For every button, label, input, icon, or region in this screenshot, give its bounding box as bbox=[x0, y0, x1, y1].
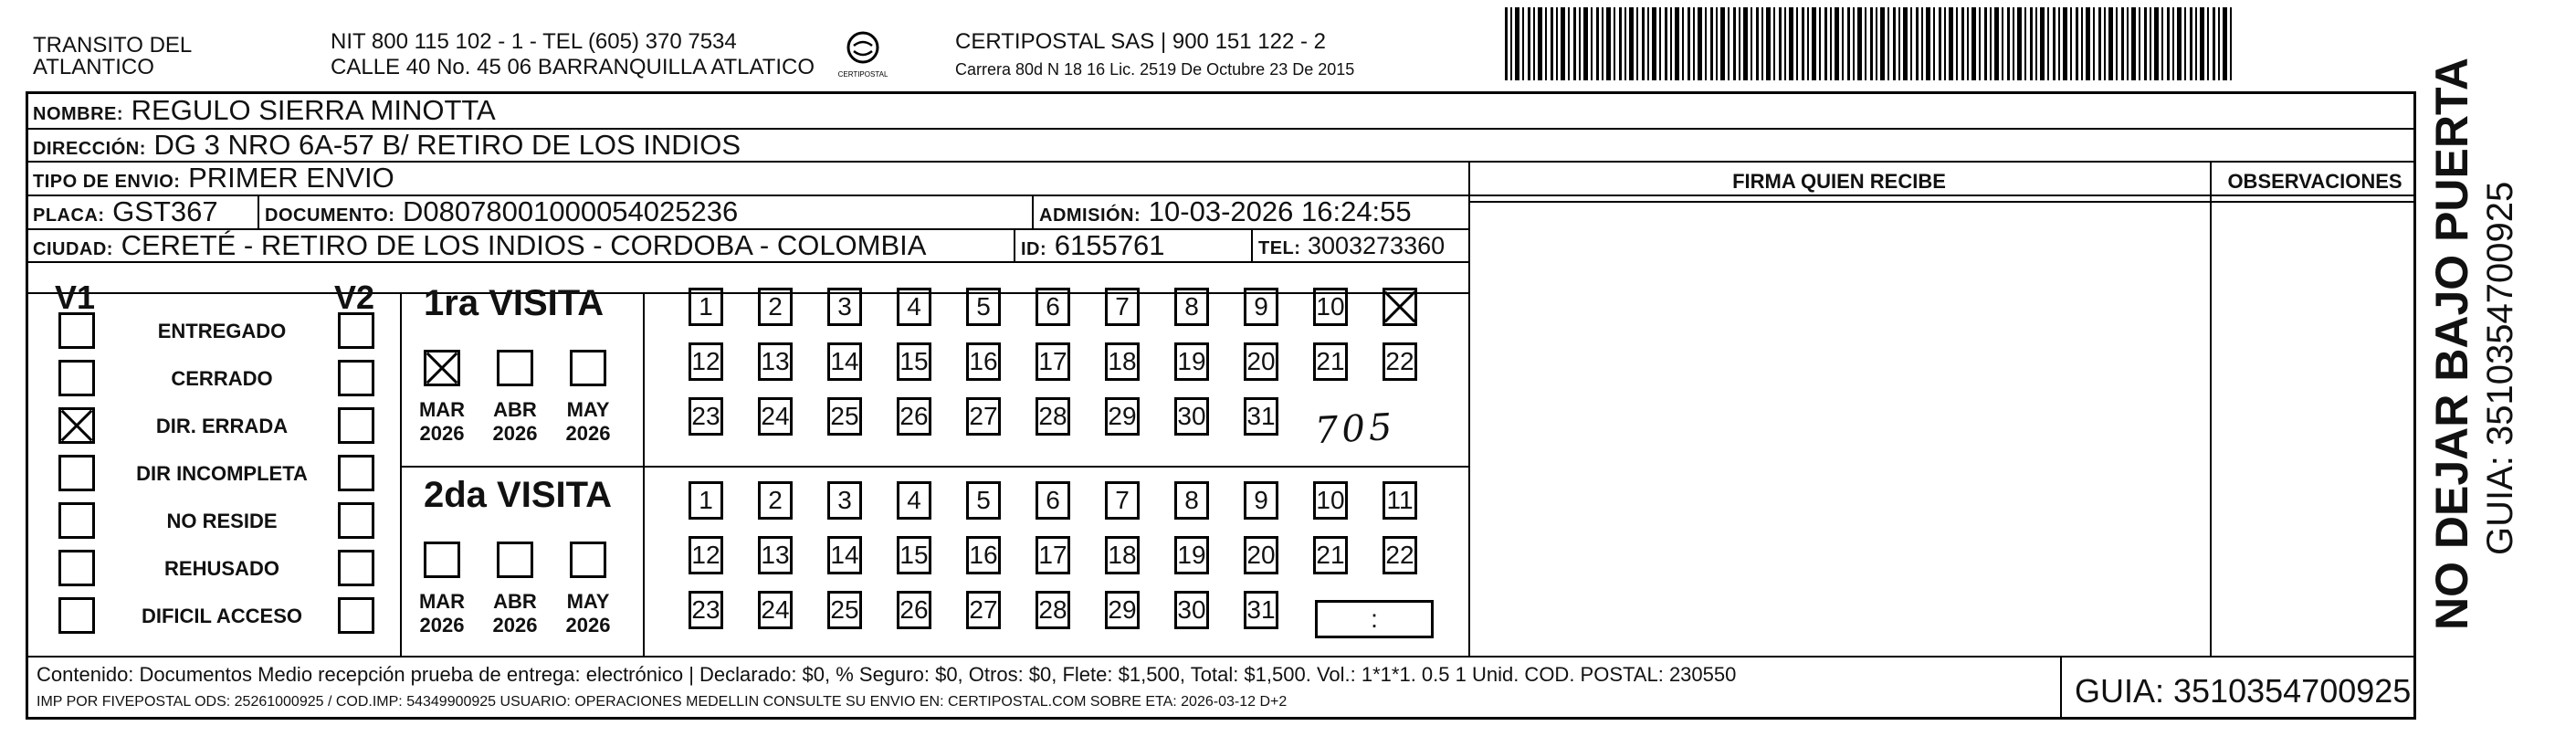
company-name: TRANSITO DEL ATLANTICO bbox=[33, 33, 193, 79]
status-label-6: DIFICIL ACCESO bbox=[141, 605, 302, 627]
documento-field bbox=[265, 196, 738, 231]
visit2-day-27[interactable]: 27 bbox=[966, 591, 1001, 629]
visit2-month-checkbox-1[interactable] bbox=[497, 542, 533, 578]
observaciones-header: OBSERVACIONES bbox=[2227, 170, 2403, 193]
visit1-month-label-1: ABR 2026 bbox=[492, 398, 538, 445]
visit1-day-10[interactable]: 10 bbox=[1313, 288, 1348, 326]
v2-header: V2 bbox=[334, 279, 375, 316]
visit2-day-21[interactable]: 21 bbox=[1313, 536, 1348, 574]
visit2-day-10[interactable]: 10 bbox=[1313, 481, 1348, 520]
visit2-day-7[interactable]: 7 bbox=[1105, 481, 1140, 520]
ciudad-label: CIUDAD: bbox=[33, 239, 113, 259]
visit1-month-checkbox-0[interactable] bbox=[424, 350, 460, 386]
documento-value: D08078001000054025236 bbox=[403, 195, 739, 227]
visit2-day-29[interactable]: 29 bbox=[1105, 591, 1140, 629]
visit1-month-checkbox-1[interactable] bbox=[497, 350, 533, 386]
placa-value: GST367 bbox=[112, 195, 218, 227]
admision-label: ADMISIÓN: bbox=[1039, 205, 1141, 226]
visit2-day-17[interactable]: 17 bbox=[1036, 536, 1070, 574]
visit1-day-6[interactable]: 6 bbox=[1036, 288, 1070, 326]
visit2-month-label-1: ABR 2026 bbox=[492, 590, 538, 637]
tipo-envio-value: PRIMER ENVIO bbox=[188, 162, 394, 194]
visit1-day-5[interactable]: 5 bbox=[966, 288, 1001, 326]
direccion-label: DIRECCIÓN: bbox=[33, 139, 146, 159]
visit1-day-1[interactable]: 1 bbox=[689, 288, 723, 326]
v2-checkbox-6[interactable] bbox=[338, 597, 374, 634]
visit1-day-8[interactable]: 8 bbox=[1174, 288, 1209, 326]
tel-value: 3003273360 bbox=[1307, 232, 1446, 259]
visit2-month-label-2: MAY 2026 bbox=[565, 590, 611, 637]
placa-field bbox=[33, 196, 218, 231]
visit2-month-label-0: MAR 2026 bbox=[418, 590, 466, 637]
visit2-day-3[interactable]: 3 bbox=[827, 481, 862, 520]
visit1-day-15[interactable]: 15 bbox=[897, 342, 931, 381]
visit2-day-24[interactable]: 24 bbox=[758, 591, 793, 629]
visit1-day-20[interactable]: 20 bbox=[1244, 342, 1278, 381]
ciudad-field bbox=[33, 230, 926, 265]
company-address: CALLE 40 No. 45 06 BARRANQUILLA ATLATICO bbox=[331, 55, 815, 79]
barcode bbox=[1505, 7, 2235, 80]
visit1-day-4[interactable]: 4 bbox=[897, 288, 931, 326]
visit2-time-placeholder: : bbox=[1371, 605, 1378, 633]
visit1-day-27[interactable]: 27 bbox=[966, 397, 1001, 436]
v1-checkbox-2[interactable] bbox=[58, 407, 95, 444]
v1-checkbox-3[interactable] bbox=[58, 455, 95, 491]
visit1-day-12[interactable]: 12 bbox=[689, 342, 723, 381]
documento-label: DOCUMENTO: bbox=[265, 205, 395, 226]
ciudad-value: CERETÉ - RETIRO DE LOS INDIOS - CORDOBA - COLOMBIA bbox=[121, 229, 927, 261]
status-label-4: NO RESIDE bbox=[166, 510, 278, 532]
visit2-day-25[interactable]: 25 bbox=[827, 591, 862, 629]
tel-label: TEL: bbox=[1258, 238, 1301, 258]
v2-checkbox-2[interactable] bbox=[338, 407, 374, 444]
visit1-day-16[interactable]: 16 bbox=[966, 342, 1001, 381]
visit1-day-28[interactable]: 28 bbox=[1036, 397, 1070, 436]
visit1-day-21[interactable]: 21 bbox=[1313, 342, 1348, 381]
id-value: 6155761 bbox=[1054, 229, 1165, 261]
footer-guia: GUIA: 3510354700925 bbox=[2075, 672, 2412, 710]
visit1-day-17[interactable]: 17 bbox=[1036, 342, 1070, 381]
v1-checkbox-4[interactable] bbox=[58, 502, 95, 539]
visit1-title: 1ra VISITA bbox=[424, 283, 605, 323]
direccion-value: DG 3 NRO 6A-57 B/ RETIRO DE LOS INDIOS bbox=[153, 129, 741, 161]
side-guia: GUIA: 3510354700925 bbox=[2480, 181, 2520, 555]
status-label-0: ENTREGADO bbox=[157, 320, 287, 342]
visit1-day-14[interactable]: 14 bbox=[827, 342, 862, 381]
direccion-field bbox=[33, 130, 741, 164]
admision-field bbox=[1039, 196, 1412, 231]
status-label-5: REHUSADO bbox=[164, 557, 279, 580]
status-label-2: DIR. ERRADA bbox=[155, 415, 289, 437]
visit2-month-checkbox-2[interactable] bbox=[570, 542, 606, 578]
status-label-1: CERRADO bbox=[171, 367, 273, 390]
visit1-month-label-0: MAR 2026 bbox=[418, 398, 466, 445]
visit1-day-3[interactable]: 3 bbox=[827, 288, 862, 326]
carrier-name: CERTIPOSTAL SAS | 900 151 122 - 2 bbox=[955, 29, 1326, 54]
nombre-field bbox=[33, 95, 496, 130]
visit2-day-26[interactable]: 26 bbox=[897, 591, 931, 629]
v1-checkbox-6[interactable] bbox=[58, 597, 95, 634]
visit2-day-5[interactable]: 5 bbox=[966, 481, 1001, 520]
footer-contenido: Contenido: Documentos Medio recepción prueba de entrega: electrónico | Declarado: $0, % Seguro: $0, Otros: $0, Flete: $1,500, Total: $1,500. Vol.: 1*1*1. 0.5 1 Unid. COD. POSTAL: 230550 bbox=[37, 663, 1737, 686]
visit2-day-4[interactable]: 4 bbox=[897, 481, 931, 520]
visit1-day-2[interactable]: 2 bbox=[758, 288, 793, 326]
visit2-day-28[interactable]: 28 bbox=[1036, 591, 1070, 629]
visit2-day-6[interactable]: 6 bbox=[1036, 481, 1070, 520]
id-field bbox=[1021, 230, 1164, 265]
status-label-3: DIR INCOMPLETA bbox=[136, 462, 308, 485]
visit2-day-19[interactable]: 19 bbox=[1174, 536, 1209, 574]
v1-checkbox-1[interactable] bbox=[58, 360, 95, 396]
visit1-day-24[interactable]: 24 bbox=[758, 397, 793, 436]
footer-imp: IMP POR FIVEPOSTAL ODS: 25261000925 / COD.IMP: 54349900925 USUARIO: OPERACIONES MEDELLIN CONSULTE SU ENVIO EN: CERTIPOSTAL.COM SOBRE ETA: 2026-03-12 D+2 bbox=[37, 694, 1288, 710]
visit2-day-2[interactable]: 2 bbox=[758, 481, 793, 520]
visit2-day-18[interactable]: 18 bbox=[1105, 536, 1140, 574]
handwritten-note: 705 bbox=[1313, 405, 1397, 453]
visit1-day-31[interactable]: 31 bbox=[1244, 397, 1278, 436]
visit1-day-18[interactable]: 18 bbox=[1105, 342, 1140, 381]
visit1-day-22[interactable]: 22 bbox=[1383, 342, 1417, 381]
v1-checkbox-0[interactable] bbox=[58, 312, 95, 349]
v2-checkbox-4[interactable] bbox=[338, 502, 374, 539]
visit2-day-23[interactable]: 23 bbox=[689, 591, 723, 629]
admision-value: 10-03-2026 16:24:55 bbox=[1148, 195, 1412, 227]
visit2-day-22[interactable]: 22 bbox=[1383, 536, 1417, 574]
visit2-day-30[interactable]: 30 bbox=[1174, 591, 1209, 629]
visit1-day-9[interactable]: 9 bbox=[1244, 288, 1278, 326]
visit1-month-label-2: MAY 2026 bbox=[565, 398, 611, 445]
visit1-day-23[interactable]: 23 bbox=[689, 397, 723, 436]
firma-header: FIRMA QUIEN RECIBE bbox=[1732, 170, 1946, 193]
visit2-time-box[interactable] bbox=[1315, 600, 1434, 638]
id-label: ID: bbox=[1021, 239, 1047, 259]
visit2-day-16[interactable]: 16 bbox=[966, 536, 1001, 574]
visit1-day-25[interactable]: 25 bbox=[827, 397, 862, 436]
visit1-day-11[interactable] bbox=[1383, 288, 1417, 326]
visit2-day-12[interactable]: 12 bbox=[689, 536, 723, 574]
certipostal-logo bbox=[836, 27, 890, 82]
company-nit: NIT 800 115 102 - 1 - TEL (605) 370 7534 bbox=[331, 29, 737, 54]
v1-checkbox-5[interactable] bbox=[58, 550, 95, 586]
visit1-month-checkbox-2[interactable] bbox=[570, 350, 606, 386]
nombre-value: REGULO SIERRA MINOTTA bbox=[131, 94, 496, 126]
visit1-day-30[interactable]: 30 bbox=[1174, 397, 1209, 436]
tipo-envio-label: TIPO DE ENVIO: bbox=[33, 172, 181, 192]
visit2-day-20[interactable]: 20 bbox=[1244, 536, 1278, 574]
visit1-day-26[interactable]: 26 bbox=[897, 397, 931, 436]
carrier-license: Carrera 80d N 18 16 Lic. 2519 De Octubre 23 De 2015 bbox=[955, 60, 1355, 79]
visit2-day-14[interactable]: 14 bbox=[827, 536, 862, 574]
visit2-day-9[interactable]: 9 bbox=[1244, 481, 1278, 520]
visit2-month-checkbox-0[interactable] bbox=[424, 542, 460, 578]
visit1-day-29[interactable]: 29 bbox=[1105, 397, 1140, 436]
tipo-envio-field bbox=[33, 163, 394, 197]
placa-label: PLACA: bbox=[33, 205, 105, 226]
visit1-day-13[interactable]: 13 bbox=[758, 342, 793, 381]
visit2-title: 2da VISITA bbox=[424, 475, 612, 515]
logo-lettering: CERTIPOSTAL bbox=[837, 70, 888, 79]
visit1-day-7[interactable]: 7 bbox=[1105, 288, 1140, 326]
visit1-day-19[interactable]: 19 bbox=[1174, 342, 1209, 381]
v1-header: V1 bbox=[55, 279, 96, 316]
visit2-day-31[interactable]: 31 bbox=[1244, 591, 1278, 629]
visit2-day-15[interactable]: 15 bbox=[897, 536, 931, 574]
visit2-day-13[interactable]: 13 bbox=[758, 536, 793, 574]
visit2-day-1[interactable]: 1 bbox=[689, 481, 723, 520]
visit2-day-8[interactable]: 8 bbox=[1174, 481, 1209, 520]
v2-checkbox-0[interactable] bbox=[338, 312, 374, 349]
v2-checkbox-3[interactable] bbox=[338, 455, 374, 491]
v2-checkbox-5[interactable] bbox=[338, 550, 374, 586]
side-warning: NO DEJAR BAJO PUERTA bbox=[2426, 58, 2477, 630]
v2-checkbox-1[interactable] bbox=[338, 360, 374, 396]
tel-field bbox=[1258, 230, 1445, 264]
visit2-day-11[interactable]: 11 bbox=[1383, 481, 1417, 520]
nombre-label: NOMBRE: bbox=[33, 104, 124, 124]
